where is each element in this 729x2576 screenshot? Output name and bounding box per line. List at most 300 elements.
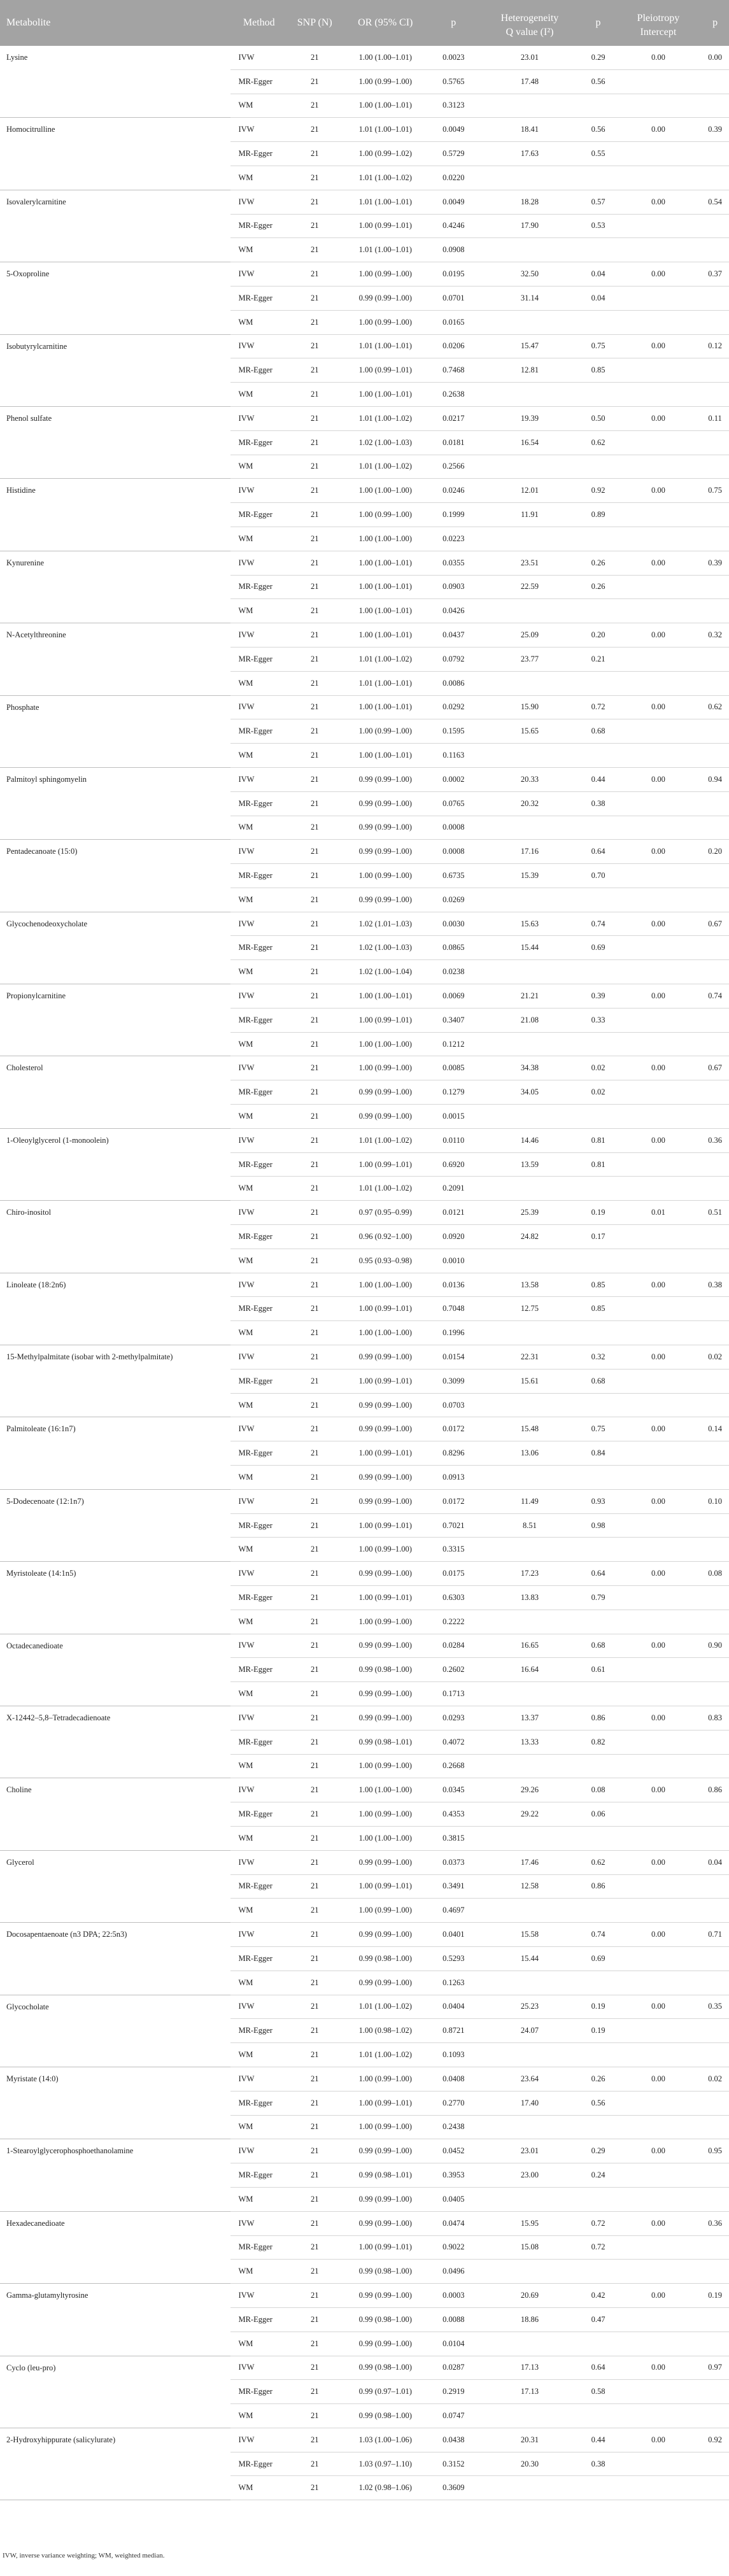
method-cell: IVW bbox=[230, 1489, 287, 1513]
heterogeneity-p-cell: 0.19 bbox=[581, 1201, 616, 1225]
table-row bbox=[0, 1128, 729, 1152]
q-value-cell bbox=[478, 1249, 581, 1273]
method-cell: MR-Egger bbox=[230, 1297, 287, 1321]
heterogeneity-p-cell: 0.26 bbox=[581, 551, 616, 575]
heterogeneity-p-cell bbox=[581, 527, 616, 551]
intercept-cell: 0.00 bbox=[616, 190, 702, 214]
pleiotropy-p-cell bbox=[701, 1441, 729, 1466]
pleiotropy-p-cell bbox=[701, 575, 729, 599]
q-value-cell bbox=[478, 1177, 581, 1201]
or-ci-cell: 1.01 (1.00–1.02) bbox=[342, 1995, 428, 2019]
p-value-cell: 0.0165 bbox=[428, 310, 478, 334]
table-row bbox=[0, 2284, 729, 2308]
snp-cell: 21 bbox=[287, 1201, 342, 1225]
heterogeneity-p-cell bbox=[581, 1249, 616, 1273]
metabolite-cell: Gamma-glutamyltyrosine bbox=[0, 2284, 230, 2356]
snp-cell: 21 bbox=[287, 1393, 342, 1417]
method-cell: MR-Egger bbox=[230, 286, 287, 310]
p-value-cell: 0.2438 bbox=[428, 2115, 478, 2139]
pleiotropy-p-cell bbox=[701, 2332, 729, 2356]
or-ci-cell: 1.00 (0.99–1.01) bbox=[342, 1297, 428, 1321]
metabolite-cell: 5-Dodecenoate (12:1n7) bbox=[0, 1489, 230, 1561]
p-value-cell: 0.7048 bbox=[428, 1297, 478, 1321]
p-value-cell: 0.1263 bbox=[428, 1971, 478, 1995]
metabolite-cell: Isovalerylcarnitine bbox=[0, 190, 230, 262]
intercept-cell bbox=[616, 1441, 702, 1466]
heterogeneity-p-cell: 0.62 bbox=[581, 1850, 616, 1874]
intercept-cell bbox=[616, 2163, 702, 2188]
p-value-cell: 0.1093 bbox=[428, 2043, 478, 2067]
method-cell: WM bbox=[230, 455, 287, 479]
p-value-cell: 0.6735 bbox=[428, 864, 478, 888]
q-value-cell: 16.64 bbox=[478, 1658, 581, 1682]
table-row bbox=[0, 1273, 729, 1297]
p-value-cell: 0.1212 bbox=[428, 1032, 478, 1056]
intercept-cell bbox=[616, 744, 702, 768]
pleiotropy-p-cell: 0.67 bbox=[701, 912, 729, 936]
p-value-cell: 0.0908 bbox=[428, 238, 478, 262]
method-cell: WM bbox=[230, 238, 287, 262]
p-value-cell: 0.0452 bbox=[428, 2139, 478, 2163]
method-cell: WM bbox=[230, 671, 287, 695]
method-cell: MR-Egger bbox=[230, 2091, 287, 2115]
heterogeneity-p-cell: 0.33 bbox=[581, 1008, 616, 1032]
snp-cell: 21 bbox=[287, 1225, 342, 1249]
p-value-cell: 0.0405 bbox=[428, 2187, 478, 2211]
intercept-cell bbox=[616, 1682, 702, 1706]
method-cell: IVW bbox=[230, 1634, 287, 1658]
or-ci-cell: 1.00 (0.99–1.00) bbox=[342, 1538, 428, 1562]
method-cell: WM bbox=[230, 2043, 287, 2067]
table-row bbox=[0, 1995, 729, 2019]
pleiotropy-p-cell bbox=[701, 238, 729, 262]
or-ci-cell: 1.00 (0.99–1.01) bbox=[342, 358, 428, 383]
intercept-cell bbox=[616, 888, 702, 912]
q-value-cell: 8.51 bbox=[478, 1513, 581, 1538]
pleiotropy-p-cell bbox=[701, 671, 729, 695]
pleiotropy-p-cell bbox=[701, 142, 729, 166]
method-cell: MR-Egger bbox=[230, 1441, 287, 1466]
q-value-cell: 15.90 bbox=[478, 695, 581, 719]
q-value-cell bbox=[478, 960, 581, 984]
pleiotropy-p-cell bbox=[701, 358, 729, 383]
pleiotropy-p-cell: 0.32 bbox=[701, 623, 729, 648]
pleiotropy-p-cell bbox=[701, 383, 729, 407]
intercept-cell bbox=[616, 527, 702, 551]
p-value-cell: 0.0172 bbox=[428, 1489, 478, 1513]
pleiotropy-p-cell: 0.37 bbox=[701, 262, 729, 287]
pleiotropy-p-cell: 0.97 bbox=[701, 2356, 729, 2380]
method-cell: WM bbox=[230, 310, 287, 334]
intercept-cell: 0.00 bbox=[616, 1273, 702, 1297]
intercept-cell bbox=[616, 1802, 702, 1827]
method-cell: WM bbox=[230, 1538, 287, 1562]
method-cell: IVW bbox=[230, 1273, 287, 1297]
pleiotropy-p-cell bbox=[701, 1658, 729, 1682]
or-ci-cell: 0.99 (0.98–1.00) bbox=[342, 2307, 428, 2332]
heterogeneity-p-cell: 0.56 bbox=[581, 69, 616, 94]
snp-cell: 21 bbox=[287, 238, 342, 262]
snp-cell: 21 bbox=[287, 2139, 342, 2163]
p-value-cell: 0.0086 bbox=[428, 671, 478, 695]
heterogeneity-p-cell: 0.64 bbox=[581, 2356, 616, 2380]
pleiotropy-p-cell bbox=[701, 2115, 729, 2139]
pleiotropy-p-cell bbox=[701, 791, 729, 816]
q-value-cell bbox=[478, 1538, 581, 1562]
pleiotropy-p-cell bbox=[701, 94, 729, 118]
pleiotropy-p-cell: 0.36 bbox=[701, 2211, 729, 2235]
heterogeneity-p-cell: 0.08 bbox=[581, 1778, 616, 1802]
metabolite-cell: Chiro-inositol bbox=[0, 1201, 230, 1273]
heterogeneity-p-cell: 0.29 bbox=[581, 2139, 616, 2163]
col-metabolite: Metabolite bbox=[0, 0, 230, 46]
snp-cell: 21 bbox=[287, 2187, 342, 2211]
intercept-cell bbox=[616, 1297, 702, 1321]
table-row bbox=[0, 695, 729, 719]
pleiotropy-p-cell: 0.95 bbox=[701, 2139, 729, 2163]
p-value-cell: 0.0030 bbox=[428, 912, 478, 936]
method-cell: MR-Egger bbox=[230, 864, 287, 888]
pleiotropy-p-cell bbox=[701, 2404, 729, 2428]
pleiotropy-p-cell: 0.11 bbox=[701, 406, 729, 430]
or-ci-cell: 1.02 (1.00–1.04) bbox=[342, 960, 428, 984]
col-method: Method bbox=[230, 0, 287, 46]
or-ci-cell: 0.99 (0.99–1.00) bbox=[342, 2139, 428, 2163]
method-cell: MR-Egger bbox=[230, 1658, 287, 1682]
method-cell: WM bbox=[230, 1393, 287, 1417]
intercept-cell bbox=[616, 816, 702, 840]
or-ci-cell: 1.00 (0.99–1.02) bbox=[342, 142, 428, 166]
snp-cell: 21 bbox=[287, 1417, 342, 1441]
or-ci-cell: 1.03 (1.00–1.06) bbox=[342, 2428, 428, 2452]
snp-cell: 21 bbox=[287, 1586, 342, 1610]
pleiotropy-p-cell bbox=[701, 647, 729, 671]
heterogeneity-p-cell: 0.20 bbox=[581, 623, 616, 648]
or-ci-cell: 0.99 (0.99–1.00) bbox=[342, 1682, 428, 1706]
heterogeneity-p-cell: 0.53 bbox=[581, 214, 616, 238]
col-pleio-p: p bbox=[701, 0, 729, 46]
p-value-cell: 0.0404 bbox=[428, 1995, 478, 2019]
p-value-cell: 0.1996 bbox=[428, 1321, 478, 1345]
method-cell: IVW bbox=[230, 1128, 287, 1152]
snp-cell: 21 bbox=[287, 1850, 342, 1874]
heterogeneity-p-cell bbox=[581, 816, 616, 840]
p-value-cell: 0.0920 bbox=[428, 1225, 478, 1249]
q-value-cell: 20.33 bbox=[478, 767, 581, 791]
method-cell: WM bbox=[230, 527, 287, 551]
or-ci-cell: 1.01 (1.00–1.01) bbox=[342, 671, 428, 695]
or-ci-cell: 1.00 (1.00–1.01) bbox=[342, 383, 428, 407]
heterogeneity-p-cell: 0.62 bbox=[581, 430, 616, 455]
pleiotropy-p-cell bbox=[701, 744, 729, 768]
p-value-cell: 0.4072 bbox=[428, 1730, 478, 1754]
intercept-cell bbox=[616, 2187, 702, 2211]
q-value-cell bbox=[478, 1032, 581, 1056]
or-ci-cell: 0.99 (0.98–1.01) bbox=[342, 2163, 428, 2188]
pleiotropy-p-cell: 0.71 bbox=[701, 1923, 729, 1947]
p-value-cell: 0.0426 bbox=[428, 599, 478, 623]
heterogeneity-p-cell bbox=[581, 2187, 616, 2211]
method-cell: IVW bbox=[230, 479, 287, 503]
or-ci-cell: 1.00 (0.99–1.00) bbox=[342, 1056, 428, 1080]
method-cell: MR-Egger bbox=[230, 1946, 287, 1971]
or-ci-cell: 1.00 (0.99–1.00) bbox=[342, 69, 428, 94]
or-ci-cell: 1.00 (1.00–1.01) bbox=[342, 695, 428, 719]
snp-cell: 21 bbox=[287, 1946, 342, 1971]
q-value-cell: 20.31 bbox=[478, 2428, 581, 2452]
pleiotropy-p-cell: 0.12 bbox=[701, 334, 729, 358]
pleiotropy-p-cell bbox=[701, 1321, 729, 1345]
heterogeneity-p-cell: 0.32 bbox=[581, 1345, 616, 1369]
or-ci-cell: 1.01 (1.00–1.02) bbox=[342, 1128, 428, 1152]
or-ci-cell: 0.99 (0.99–1.00) bbox=[342, 1417, 428, 1441]
q-value-cell: 29.22 bbox=[478, 1802, 581, 1827]
method-cell: IVW bbox=[230, 912, 287, 936]
or-ci-cell: 0.99 (0.98–1.00) bbox=[342, 1946, 428, 1971]
intercept-cell bbox=[616, 2043, 702, 2067]
method-cell: MR-Egger bbox=[230, 1586, 287, 1610]
intercept-cell: 0.00 bbox=[616, 623, 702, 648]
or-ci-cell: 1.00 (1.00–1.01) bbox=[342, 984, 428, 1008]
or-ci-cell: 1.00 (1.00–1.01) bbox=[342, 94, 428, 118]
q-value-cell: 11.91 bbox=[478, 503, 581, 527]
table-row bbox=[0, 190, 729, 214]
method-cell: WM bbox=[230, 1826, 287, 1850]
heterogeneity-p-cell: 0.02 bbox=[581, 1056, 616, 1080]
metabolite-cell: Phosphate bbox=[0, 695, 230, 767]
pleiotropy-p-cell bbox=[701, 166, 729, 190]
p-value-cell: 0.0438 bbox=[428, 2428, 478, 2452]
method-cell: IVW bbox=[230, 1345, 287, 1369]
or-ci-cell: 1.00 (0.99–1.00) bbox=[342, 262, 428, 287]
metabolite-cell: Homocitrulline bbox=[0, 118, 230, 190]
or-ci-cell: 1.01 (1.00–1.02) bbox=[342, 647, 428, 671]
heterogeneity-p-cell: 0.93 bbox=[581, 1489, 616, 1513]
or-ci-cell: 1.00 (0.99–1.01) bbox=[342, 1874, 428, 1899]
p-value-cell: 0.3123 bbox=[428, 94, 478, 118]
or-ci-cell: 0.99 (0.99–1.00) bbox=[342, 1562, 428, 1586]
pleiotropy-p-cell bbox=[701, 527, 729, 551]
heterogeneity-p-cell: 0.02 bbox=[581, 1080, 616, 1105]
snp-cell: 21 bbox=[287, 334, 342, 358]
heterogeneity-p-cell bbox=[581, 2476, 616, 2500]
metabolite-cell: Myristoleate (14:1n5) bbox=[0, 1562, 230, 1634]
col-p: p bbox=[428, 0, 478, 46]
snp-cell: 21 bbox=[287, 2380, 342, 2404]
pleiotropy-p-cell bbox=[701, 1874, 729, 1899]
pleiotropy-p-cell: 0.10 bbox=[701, 1489, 729, 1513]
q-value-cell: 21.21 bbox=[478, 984, 581, 1008]
q-value-cell: 18.86 bbox=[478, 2307, 581, 2332]
or-ci-cell: 0.99 (0.99–1.00) bbox=[342, 767, 428, 791]
snp-cell: 21 bbox=[287, 695, 342, 719]
q-value-cell bbox=[478, 816, 581, 840]
or-ci-cell: 0.99 (0.99–1.00) bbox=[342, 1706, 428, 1730]
or-ci-cell: 1.00 (0.99–1.00) bbox=[342, 2067, 428, 2091]
method-cell: WM bbox=[230, 1321, 287, 1345]
heterogeneity-p-cell: 0.98 bbox=[581, 1513, 616, 1538]
snp-cell: 21 bbox=[287, 94, 342, 118]
q-value-cell: 12.58 bbox=[478, 1874, 581, 1899]
metabolite-cell: Pentadecanoate (15:0) bbox=[0, 840, 230, 912]
q-value-cell bbox=[478, 2043, 581, 2067]
method-cell: WM bbox=[230, 383, 287, 407]
snp-cell: 21 bbox=[287, 1297, 342, 1321]
metabolite-cell: 15-Methylpalmitate (isobar with 2-methylpalmitate) bbox=[0, 1345, 230, 1417]
q-value-cell: 19.39 bbox=[478, 406, 581, 430]
intercept-cell bbox=[616, 1080, 702, 1105]
pleiotropy-p-cell bbox=[701, 1586, 729, 1610]
table-row bbox=[0, 1056, 729, 1080]
or-ci-cell: 0.99 (0.97–1.01) bbox=[342, 2380, 428, 2404]
p-value-cell: 0.4246 bbox=[428, 214, 478, 238]
q-value-cell bbox=[478, 455, 581, 479]
q-value-cell: 15.61 bbox=[478, 1369, 581, 1393]
pleiotropy-p-cell: 0.94 bbox=[701, 767, 729, 791]
pleiotropy-p-cell: 0.39 bbox=[701, 118, 729, 142]
snp-cell: 21 bbox=[287, 2332, 342, 2356]
or-ci-cell: 1.00 (0.99–1.00) bbox=[342, 1802, 428, 1827]
q-value-cell: 18.28 bbox=[478, 190, 581, 214]
pleiotropy-p-cell bbox=[701, 1249, 729, 1273]
metabolite-cell: Palmitoleate (16:1n7) bbox=[0, 1417, 230, 1489]
intercept-cell: 0.00 bbox=[616, 912, 702, 936]
q-value-cell bbox=[478, 888, 581, 912]
intercept-cell bbox=[616, 1899, 702, 1923]
intercept-cell bbox=[616, 1105, 702, 1129]
table-row bbox=[0, 479, 729, 503]
heterogeneity-p-cell: 0.69 bbox=[581, 936, 616, 960]
q-value-cell bbox=[478, 2260, 581, 2284]
metabolite-cell: 5-Oxoproline bbox=[0, 262, 230, 334]
snp-cell: 21 bbox=[287, 2211, 342, 2235]
method-cell: WM bbox=[230, 1466, 287, 1490]
pleiotropy-p-cell: 0.14 bbox=[701, 1417, 729, 1441]
q-value-cell: 15.39 bbox=[478, 864, 581, 888]
table-row bbox=[0, 1489, 729, 1513]
p-value-cell: 0.0269 bbox=[428, 888, 478, 912]
p-value-cell: 0.3491 bbox=[428, 1874, 478, 1899]
intercept-cell: 0.00 bbox=[616, 1345, 702, 1369]
intercept-cell: 0.00 bbox=[616, 262, 702, 287]
pleiotropy-p-cell bbox=[701, 430, 729, 455]
or-ci-cell: 0.99 (0.99–1.00) bbox=[342, 888, 428, 912]
p-value-cell: 0.3609 bbox=[428, 2476, 478, 2500]
or-ci-cell: 0.99 (0.98–1.00) bbox=[342, 2260, 428, 2284]
intercept-cell bbox=[616, 2380, 702, 2404]
heterogeneity-p-cell: 0.64 bbox=[581, 840, 616, 864]
pleiotropy-p-cell bbox=[701, 2091, 729, 2115]
method-cell: MR-Egger bbox=[230, 1802, 287, 1827]
snp-cell: 21 bbox=[287, 383, 342, 407]
heterogeneity-p-cell: 0.86 bbox=[581, 1874, 616, 1899]
q-value-cell bbox=[478, 94, 581, 118]
p-value-cell: 0.0010 bbox=[428, 1249, 478, 1273]
snp-cell: 21 bbox=[287, 358, 342, 383]
or-ci-cell: 1.00 (0.99–1.00) bbox=[342, 1754, 428, 1778]
q-value-cell: 17.46 bbox=[478, 1850, 581, 1874]
p-value-cell: 0.2919 bbox=[428, 2380, 478, 2404]
p-value-cell: 0.5293 bbox=[428, 1946, 478, 1971]
snp-cell: 21 bbox=[287, 479, 342, 503]
or-ci-cell: 0.99 (0.99–1.00) bbox=[342, 1080, 428, 1105]
heterogeneity-p-cell bbox=[581, 1321, 616, 1345]
heterogeneity-p-cell bbox=[581, 1105, 616, 1129]
intercept-cell bbox=[616, 214, 702, 238]
q-value-cell: 13.06 bbox=[478, 1441, 581, 1466]
q-value-cell: 20.30 bbox=[478, 2452, 581, 2476]
p-value-cell: 0.2602 bbox=[428, 1658, 478, 1682]
table-row bbox=[0, 46, 729, 69]
pleiotropy-p-cell bbox=[701, 1730, 729, 1754]
q-value-cell: 17.13 bbox=[478, 2380, 581, 2404]
p-value-cell: 0.0408 bbox=[428, 2067, 478, 2091]
intercept-cell bbox=[616, 2404, 702, 2428]
intercept-cell: 0.00 bbox=[616, 334, 702, 358]
p-value-cell: 0.0008 bbox=[428, 816, 478, 840]
intercept-cell bbox=[616, 2307, 702, 2332]
pleiotropy-p-cell bbox=[701, 599, 729, 623]
snp-cell: 21 bbox=[287, 1995, 342, 2019]
method-cell: MR-Egger bbox=[230, 358, 287, 383]
p-value-cell: 0.1713 bbox=[428, 1682, 478, 1706]
method-cell: MR-Egger bbox=[230, 791, 287, 816]
table-row bbox=[0, 551, 729, 575]
intercept-cell: 0.00 bbox=[616, 551, 702, 575]
method-cell: IVW bbox=[230, 2139, 287, 2163]
method-cell: IVW bbox=[230, 767, 287, 791]
metabolite-cell: Glycerol bbox=[0, 1850, 230, 1922]
metabolite-cell: Cyclo (leu-pro) bbox=[0, 2356, 230, 2428]
heterogeneity-p-cell: 0.55 bbox=[581, 142, 616, 166]
table-footnote: IVW, inverse variance weighting; WM, weighted median. bbox=[3, 2552, 165, 2559]
snp-cell: 21 bbox=[287, 1152, 342, 1177]
p-value-cell: 0.6920 bbox=[428, 1152, 478, 1177]
snp-cell: 21 bbox=[287, 864, 342, 888]
method-cell: MR-Egger bbox=[230, 647, 287, 671]
table-row bbox=[0, 1850, 729, 1874]
heterogeneity-p-cell: 0.85 bbox=[581, 1297, 616, 1321]
p-value-cell: 0.0015 bbox=[428, 1105, 478, 1129]
table-row bbox=[0, 334, 729, 358]
heterogeneity-p-cell: 0.44 bbox=[581, 767, 616, 791]
p-value-cell: 0.0238 bbox=[428, 960, 478, 984]
metabolite-cell: Phenol sulfate bbox=[0, 406, 230, 478]
pleiotropy-p-cell bbox=[701, 2452, 729, 2476]
q-value-cell bbox=[478, 671, 581, 695]
intercept-cell: 0.00 bbox=[616, 1634, 702, 1658]
p-value-cell: 0.0220 bbox=[428, 166, 478, 190]
method-cell: WM bbox=[230, 888, 287, 912]
snp-cell: 21 bbox=[287, 671, 342, 695]
heterogeneity-p-cell bbox=[581, 1826, 616, 1850]
snp-cell: 21 bbox=[287, 791, 342, 816]
intercept-cell bbox=[616, 1971, 702, 1995]
or-ci-cell: 0.99 (0.99–1.00) bbox=[342, 1345, 428, 1369]
snp-cell: 21 bbox=[287, 1032, 342, 1056]
heterogeneity-p-cell: 0.58 bbox=[581, 2380, 616, 2404]
p-value-cell: 0.0345 bbox=[428, 1778, 478, 1802]
q-value-cell bbox=[478, 166, 581, 190]
heterogeneity-p-cell: 0.24 bbox=[581, 2163, 616, 2188]
or-ci-cell: 0.99 (0.99–1.00) bbox=[342, 2187, 428, 2211]
pleiotropy-p-cell bbox=[701, 1946, 729, 1971]
heterogeneity-p-cell bbox=[581, 94, 616, 118]
table-row bbox=[0, 984, 729, 1008]
intercept-cell bbox=[616, 864, 702, 888]
or-ci-cell: 1.00 (1.00–1.01) bbox=[342, 599, 428, 623]
snp-cell: 21 bbox=[287, 1513, 342, 1538]
